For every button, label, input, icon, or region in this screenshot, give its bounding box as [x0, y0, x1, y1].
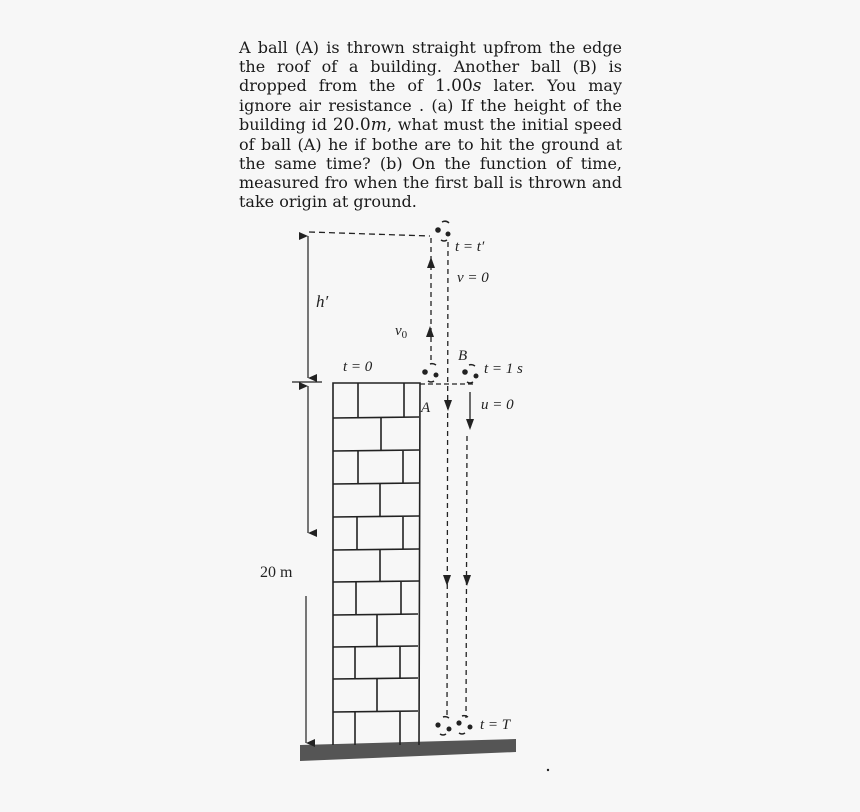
time-value: 1.00s [434, 76, 482, 96]
label-ball-a: A [421, 400, 431, 416]
ball-b-roof-icon [462, 365, 478, 383]
max-height-line [309, 232, 430, 236]
height-dimension [306, 386, 308, 743]
ball-a-top-icon [435, 221, 450, 241]
building [333, 383, 420, 745]
label-v0: $v_0$ [395, 323, 408, 341]
label-t-one: t = 1 s [484, 361, 523, 377]
label-u-zero: u = 0 [481, 397, 514, 413]
label-t-T: t = T [480, 717, 511, 733]
stray-dot [547, 769, 549, 771]
label-v-zero: v = 0 [457, 270, 489, 286]
ball-a-roof-icon [422, 364, 438, 382]
ball-b-path [466, 392, 470, 718]
problem-text-part1: A ball (A) is thrown straight upfrom the edge the roof of a building. Another ball (B) is dropped from the of [239, 38, 622, 95]
ball-a-down-path [447, 242, 448, 718]
label-ball-b: B [458, 348, 468, 364]
problem-text-part2: later. You may ignore air resistance . (a) If the height of the building id [239, 76, 622, 134]
balls-ground-icon [435, 716, 472, 735]
problem-text-part3: , what must the initial speed of ball (A) he if bothe are to hit the ground at the same time? (b) On the function of time, measured fro when the first ball is thrown and take origin at ground. [239, 115, 622, 211]
label-t-prime: t = t′ [455, 239, 485, 255]
down-arrow-icon [463, 419, 474, 586]
label-t-zero: t = 0 [343, 359, 373, 375]
label-h-prime: h′ [316, 292, 329, 311]
label-height: 20 m [260, 564, 293, 581]
height-value: 20.0m [332, 115, 387, 135]
